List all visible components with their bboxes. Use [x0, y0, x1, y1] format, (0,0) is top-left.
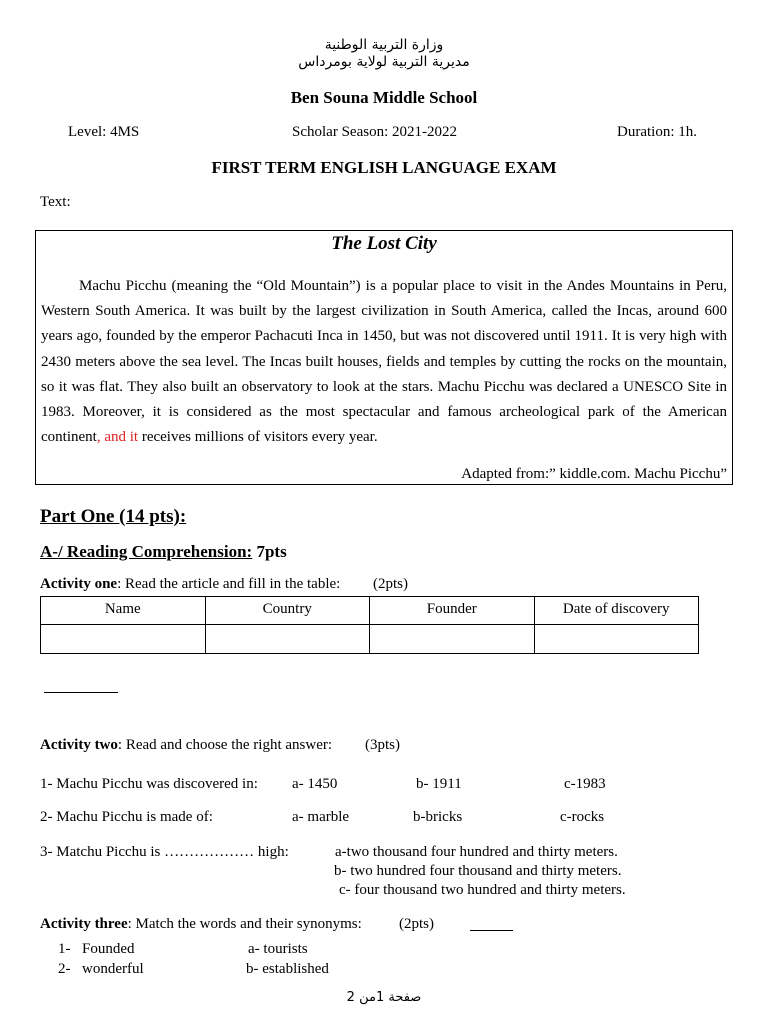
q3-option-a[interactable]: a-two thousand four hundred and thirty meters.	[335, 844, 618, 860]
q2-option-c[interactable]: c-rocks	[560, 809, 605, 825]
activity-three-label: Activity three	[40, 916, 128, 932]
match-item-1-synonym[interactable]: a- tourists	[248, 941, 308, 957]
question-3: 3- Matchu Picchu is ……………… high:	[40, 844, 289, 860]
match-item-2-synonym[interactable]: b- established	[246, 961, 329, 977]
reading-text-box	[35, 230, 733, 485]
table-header-row	[41, 597, 699, 625]
activity-one-instruction	[40, 576, 340, 593]
match-item-2-word[interactable]: wonderful	[82, 961, 144, 977]
score-blank-line	[44, 692, 118, 693]
answer-cell-date[interactable]	[534, 625, 699, 654]
q3-option-c[interactable]: c- four thousand two hundred and thirty meters.	[339, 882, 626, 898]
column-header-country: Country	[205, 597, 370, 625]
activity-one-text: : Read the article and fill in the table:	[117, 576, 341, 592]
q1-option-c[interactable]: c-1983	[564, 776, 606, 792]
activity-two-points: (3pts)	[365, 737, 400, 753]
text-source: Adapted from:” kiddle.com. Machu Picchu”	[461, 466, 727, 482]
paragraph-highlight: , and it	[96, 429, 139, 446]
answer-cell-country[interactable]	[205, 625, 370, 654]
paragraph-main: Machu Picchu (meaning the “Old Mountain”) is a popular place to visit in the Andes Mountains in Peru, Western South America. It was built by the largest civilization in South America, called the Incas, around 600 years ago, founded by the emperor Pachacuti Inca in 1450, but was not discovered until 1911. It is very high with 2430 meters above the sea level. The Incas built houses, fields and temples by cutting the rocks on the mountain, so it was flat. They also built an observatory to look at the stars. Machu Picchu was declared a UNESCO Site in 1983. Moreover, it is considered as the most spectacular and famous archeological park of the American continent	[41, 278, 727, 446]
q1-option-a[interactable]: a- 1450	[292, 776, 338, 792]
text-title: The Lost City	[331, 233, 437, 254]
table-answer-row	[41, 625, 699, 654]
section-a-label: A-/ Reading Comprehension:	[40, 542, 253, 561]
section-a-heading	[40, 542, 287, 562]
q3-option-b[interactable]: b- two hundred four thousand and thirty meters.	[334, 863, 622, 879]
part-one-heading: Part One (14 pts):	[40, 506, 187, 527]
level-label: Level: 4MS	[68, 124, 140, 140]
activity-three-score-line	[470, 930, 513, 931]
directorate-name: مديرية التربية لولاية بومرداس	[298, 54, 470, 70]
page-number: صفحة 1من 2	[346, 990, 422, 1005]
activity-one-label: Activity one	[40, 576, 118, 592]
activity-two-instruction	[40, 737, 332, 754]
column-header-date: Date of discovery	[534, 597, 699, 625]
season-label: Scholar Season: 2021-2022	[292, 124, 457, 140]
column-header-founder: Founder	[370, 597, 535, 625]
q2-option-b[interactable]: b-bricks	[413, 809, 463, 825]
paragraph-end: receives millions of visitors every year.	[138, 429, 378, 446]
duration-label: Duration: 1h.	[617, 124, 697, 140]
activity-three-instruction	[40, 916, 362, 933]
answer-cell-name[interactable]	[41, 625, 206, 654]
match-item-1-number: 1-	[58, 941, 71, 957]
activity-one-points: (2pts)	[373, 576, 408, 592]
q2-option-a[interactable]: a- marble	[292, 809, 350, 825]
activity-two-label: Activity two	[40, 737, 118, 753]
answer-cell-founder[interactable]	[370, 625, 535, 654]
match-item-2-number: 2-	[58, 961, 71, 977]
text-label: Text:	[40, 194, 71, 210]
column-header-name: Name	[41, 597, 206, 625]
question-1: 1- Machu Picchu was discovered in:	[40, 776, 258, 792]
match-item-1-word[interactable]: Founded	[82, 941, 135, 957]
question-2: 2- Machu Picchu is made of:	[40, 809, 213, 825]
exam-title: FIRST TERM ENGLISH LANGUAGE EXAM	[211, 158, 557, 177]
q1-option-b[interactable]: b- 1911	[416, 776, 462, 792]
fill-in-table	[40, 596, 699, 654]
section-a-points: 7pts	[252, 542, 287, 561]
ministry-name: وزارة التربية الوطنية	[324, 37, 444, 53]
school-name: Ben Souna Middle School	[290, 88, 478, 107]
activity-three-points: (2pts)	[399, 916, 434, 932]
text-paragraph	[41, 274, 727, 450]
activity-three-text: : Match the words and their synonyms:	[127, 916, 362, 932]
activity-two-text: : Read and choose the right answer:	[117, 737, 333, 753]
